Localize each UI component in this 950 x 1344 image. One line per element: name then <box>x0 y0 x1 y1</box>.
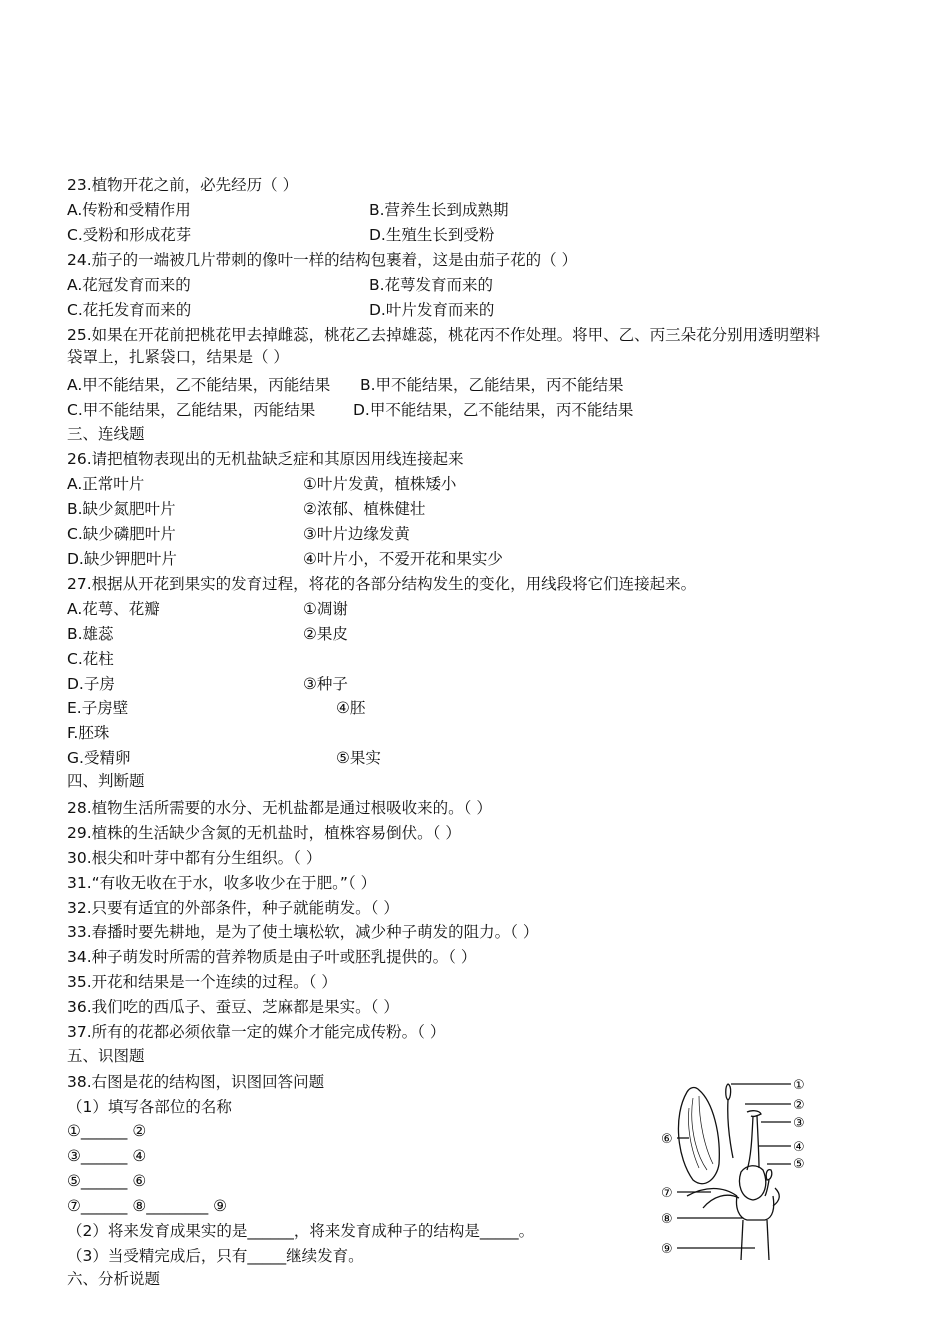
q26-left-item: C.缺少磷肥叶片 <box>67 525 176 543</box>
figure-label: ⑦ <box>661 1186 673 1201</box>
q38-part3: （3）当受精完成后，只有_____继续发育。 <box>67 1247 364 1265</box>
stigma-shape <box>747 1111 761 1117</box>
ovary-shape <box>740 1166 766 1200</box>
style-shape <box>747 1116 753 1170</box>
judge-item: 32.只要有适宜的外部条件，种子就能萌发。（ ） <box>67 899 399 917</box>
section-heading-analysis: 六、分析说题 <box>67 1270 161 1288</box>
filament-shape <box>728 1100 733 1158</box>
q26-right-item: ④叶片小，不爱开花和果实少 <box>303 550 503 568</box>
q38-blank-row: ⑦______ ⑧________ ⑨ <box>67 1197 228 1215</box>
figure-label: ① <box>793 1078 805 1093</box>
q26-left-item: D.缺少钾肥叶片 <box>67 550 177 568</box>
figure-label: ② <box>793 1098 805 1113</box>
figure-label: ④ <box>793 1140 805 1155</box>
q27-left-item: D.子房 <box>67 675 115 693</box>
q23-option-a: A.传粉和受精作用 <box>67 201 191 219</box>
q26-stem: 26.请把植物表现出的无机盐缺乏症和其原因用线连接起来 <box>67 450 464 468</box>
q25-option-c: C.甲不能结果，乙能结果，丙能结果 <box>67 401 316 419</box>
q24-option-c: C.花托发育而来的 <box>67 301 192 319</box>
stalk-right <box>767 1220 769 1260</box>
q38-part2: （2）将来发育成果实的是______，将来发育成种子的结构是_____。 <box>67 1222 535 1240</box>
q23-option-c: C.受粉和形成花芽 <box>67 226 192 244</box>
q24-stem: 24.茄子的一端被几片带刺的像叶一样的结构包裹着，这是由茄子花的（ ） <box>67 251 578 269</box>
q25-stem-line2: 袋罩上，扎紧袋口，结果是（ ） <box>67 348 289 366</box>
q27-left-item: E.子房壁 <box>67 699 129 717</box>
q24-option-b: B.花萼发育而来的 <box>369 276 494 294</box>
figure-label: ⑥ <box>661 1132 673 1147</box>
q25-option-d: D.甲不能结果，乙不能结果，丙不能结果 <box>353 401 634 419</box>
q27-right-item: ④胚 <box>336 699 366 717</box>
q27-left-item: B.雄蕊 <box>67 625 114 643</box>
q38-blank-row: ⑤______ ⑥ <box>67 1172 147 1190</box>
judge-item: 31.“有收无收在于水，收多收少在于肥。”（ ） <box>67 874 377 892</box>
q27-stem: 27.根据从开花到果实的发育过程，将花的各部分结构发生的变化，用线段将它们连接起来。 <box>67 575 697 593</box>
q24-option-d: D.叶片发育而来的 <box>369 301 495 319</box>
q26-right-item: ②浓郁、植株健壮 <box>303 500 426 518</box>
anther-shape <box>726 1084 731 1100</box>
judge-item: 37.所有的花都必须依靠一定的媒介才能完成传粉。（ ） <box>67 1023 446 1041</box>
flower-structure-diagram <box>655 1068 820 1263</box>
figure-label: ⑤ <box>793 1157 805 1172</box>
q23-option-b: B.营养生长到成熟期 <box>369 201 509 219</box>
q27-right-item: ⑤果实 <box>336 749 381 767</box>
figure-label: ③ <box>793 1116 805 1131</box>
q26-left-item: A.正常叶片 <box>67 475 145 493</box>
q26-right-item: ①叶片发黄，植株矮小 <box>303 475 457 493</box>
q38-stem: 38.右图是花的结构图，识图回答问题 <box>67 1073 325 1091</box>
judge-item: 36.我们吃的西瓜子、蚕豆、芝麻都是果实。（ ） <box>67 998 399 1016</box>
q23-option-d: D.生殖生长到受粉 <box>369 226 495 244</box>
q27-left-item: C.花柱 <box>67 650 114 668</box>
judge-item: 30.根尖和叶芽中都有分生组织。（ ） <box>67 849 322 867</box>
q27-right-item: ③种子 <box>303 675 348 693</box>
q25-option-b: B.甲不能结果，乙能结果，丙不能结果 <box>360 376 624 394</box>
section-heading-diagram: 五、识图题 <box>67 1047 145 1065</box>
q27-left-item: A.花萼、花瓣 <box>67 600 160 618</box>
q38-blank-row: ③______ ④ <box>67 1147 147 1165</box>
judge-item: 35.开花和结果是一个连续的过程。（ ） <box>67 973 337 991</box>
q25-stem-line1: 25.如果在开花前把桃花甲去掉雌蕊，桃花乙去掉雄蕊，桃花丙不作处理。将甲、乙、丙三朵花分别用透明塑料 <box>67 326 821 344</box>
q38-part1: （1）填写各部位的名称 <box>67 1098 232 1116</box>
q26-left-item: B.缺少氮肥叶片 <box>67 500 176 518</box>
q26-right-item: ③叶片边缘发黄 <box>303 525 410 543</box>
q27-left-item: F.胚珠 <box>67 724 110 742</box>
q23-stem: 23.植物开花之前，必先经历（ ） <box>67 176 299 194</box>
q27-right-item: ①凋谢 <box>303 600 348 618</box>
q25-option-a: A.甲不能结果，乙不能结果，丙能结果 <box>67 376 331 394</box>
figure-label: ⑧ <box>661 1212 673 1227</box>
judge-item: 29.植株的生活缺少含氮的无机盐时，植株容易倒伏。（ ） <box>67 824 461 842</box>
q27-right-item: ②果皮 <box>303 625 348 643</box>
figure-label: ⑨ <box>661 1242 673 1257</box>
q24-option-a: A.花冠发育而来的 <box>67 276 191 294</box>
stalk-left <box>741 1220 743 1260</box>
q27-left-item: G.受精卵 <box>67 749 131 767</box>
section-heading-matching: 三、连线题 <box>67 425 145 443</box>
judge-item: 28.植物生活所需要的水分、无机盐都是通过根吸收来的。（ ） <box>67 799 492 817</box>
q38-blank-row: ①______ ② <box>67 1122 147 1140</box>
section-heading-true-false: 四、判断题 <box>67 772 145 790</box>
judge-item: 33.春播时要先耕地，是为了使土壤松软，减少种子萌发的阻力。（ ） <box>67 923 539 941</box>
judge-item: 34.种子萌发时所需的营养物质是由子叶或胚乳提供的。（ ） <box>67 948 477 966</box>
